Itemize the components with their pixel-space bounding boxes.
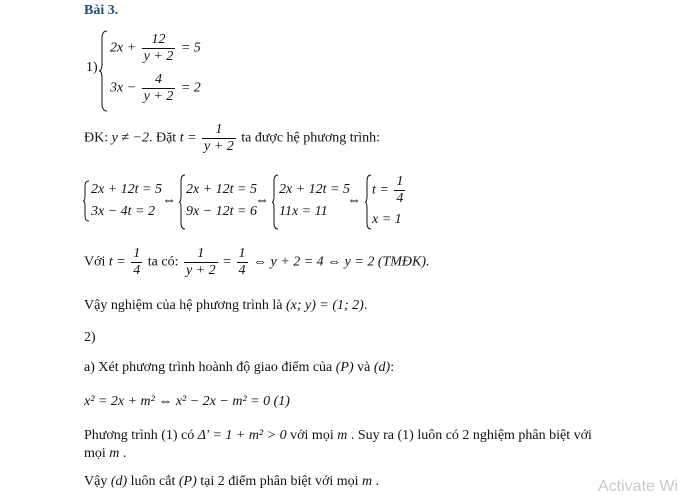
- final-conclusion: Vậy (d) luôn cắt (P) tại 2 điểm phân biệt với mọi m .: [84, 474, 380, 489]
- section-title: Bài 3.: [84, 3, 119, 18]
- system2-eq2: 3x − 4t = 2: [91, 204, 155, 219]
- part2-label: 2): [84, 330, 96, 345]
- system1-eq1: 2x + $\frac{12}{y + 2}$ = 5: [110, 32, 201, 64]
- intersection-equation: x² = 2x + m² ⇔ x² − 2x − m² = 0 (1): [84, 394, 290, 409]
- system3-eq1: 2x + 12t = 5: [186, 182, 257, 197]
- discriminant-line-2: mọi m .: [84, 446, 127, 461]
- system3-eq2: 9x − 12t = 6: [186, 204, 257, 219]
- system1-brace: [98, 30, 108, 112]
- condition-line: ĐK: y ≠ −2. Đặt t = $\frac{1}{y + 2}$ ta được hệ phương trình:: [84, 122, 381, 154]
- system2-eq1: 2x + 12t = 5: [91, 182, 162, 197]
- system3-brace: [178, 174, 186, 230]
- system1-eq2: 3x − $\frac{4}{y + 2}$ = 2: [110, 72, 201, 104]
- system5-eq2: x = 1: [372, 212, 402, 227]
- equiv-arrow-2: ⇔: [255, 193, 269, 208]
- part1-label: 1): [86, 60, 98, 75]
- system4-eq2: 11x = 11: [279, 204, 328, 219]
- activate-windows-watermark: Activate Wi: [598, 478, 679, 495]
- discriminant-line-1: Phương trình (1) có Δ' = 1 + m² > 0 với mọi m . Suy ra (1) luôn có 2 nghiệm phân biệt với: [84, 428, 592, 443]
- equiv-arrow-3: ⇔: [347, 193, 361, 208]
- part2a-intro: a) Xét phương trình hoành độ giao điểm của (P) và (d):: [84, 360, 395, 375]
- system2-brace: [82, 180, 90, 222]
- system5-eq1: t = $\frac{1}{4}$: [372, 174, 404, 206]
- solution-conclusion: Vậy nghiệm của hệ phương trình là (x; y) = (1; 2).: [84, 298, 368, 313]
- system4-eq1: 2x + 12t = 5: [279, 182, 350, 197]
- system4-brace: [271, 174, 279, 230]
- substitution-line: Với t = $\frac{1}{4}$ ta có: $\frac{1}{y + 2}$ = $\frac{1}{4}$ ⇔ y + 2 = 4 ⇔ y = 2 (TMĐK).: [84, 246, 430, 278]
- equiv-arrow-1: ⇔: [162, 193, 176, 208]
- system5-brace: [364, 174, 372, 230]
